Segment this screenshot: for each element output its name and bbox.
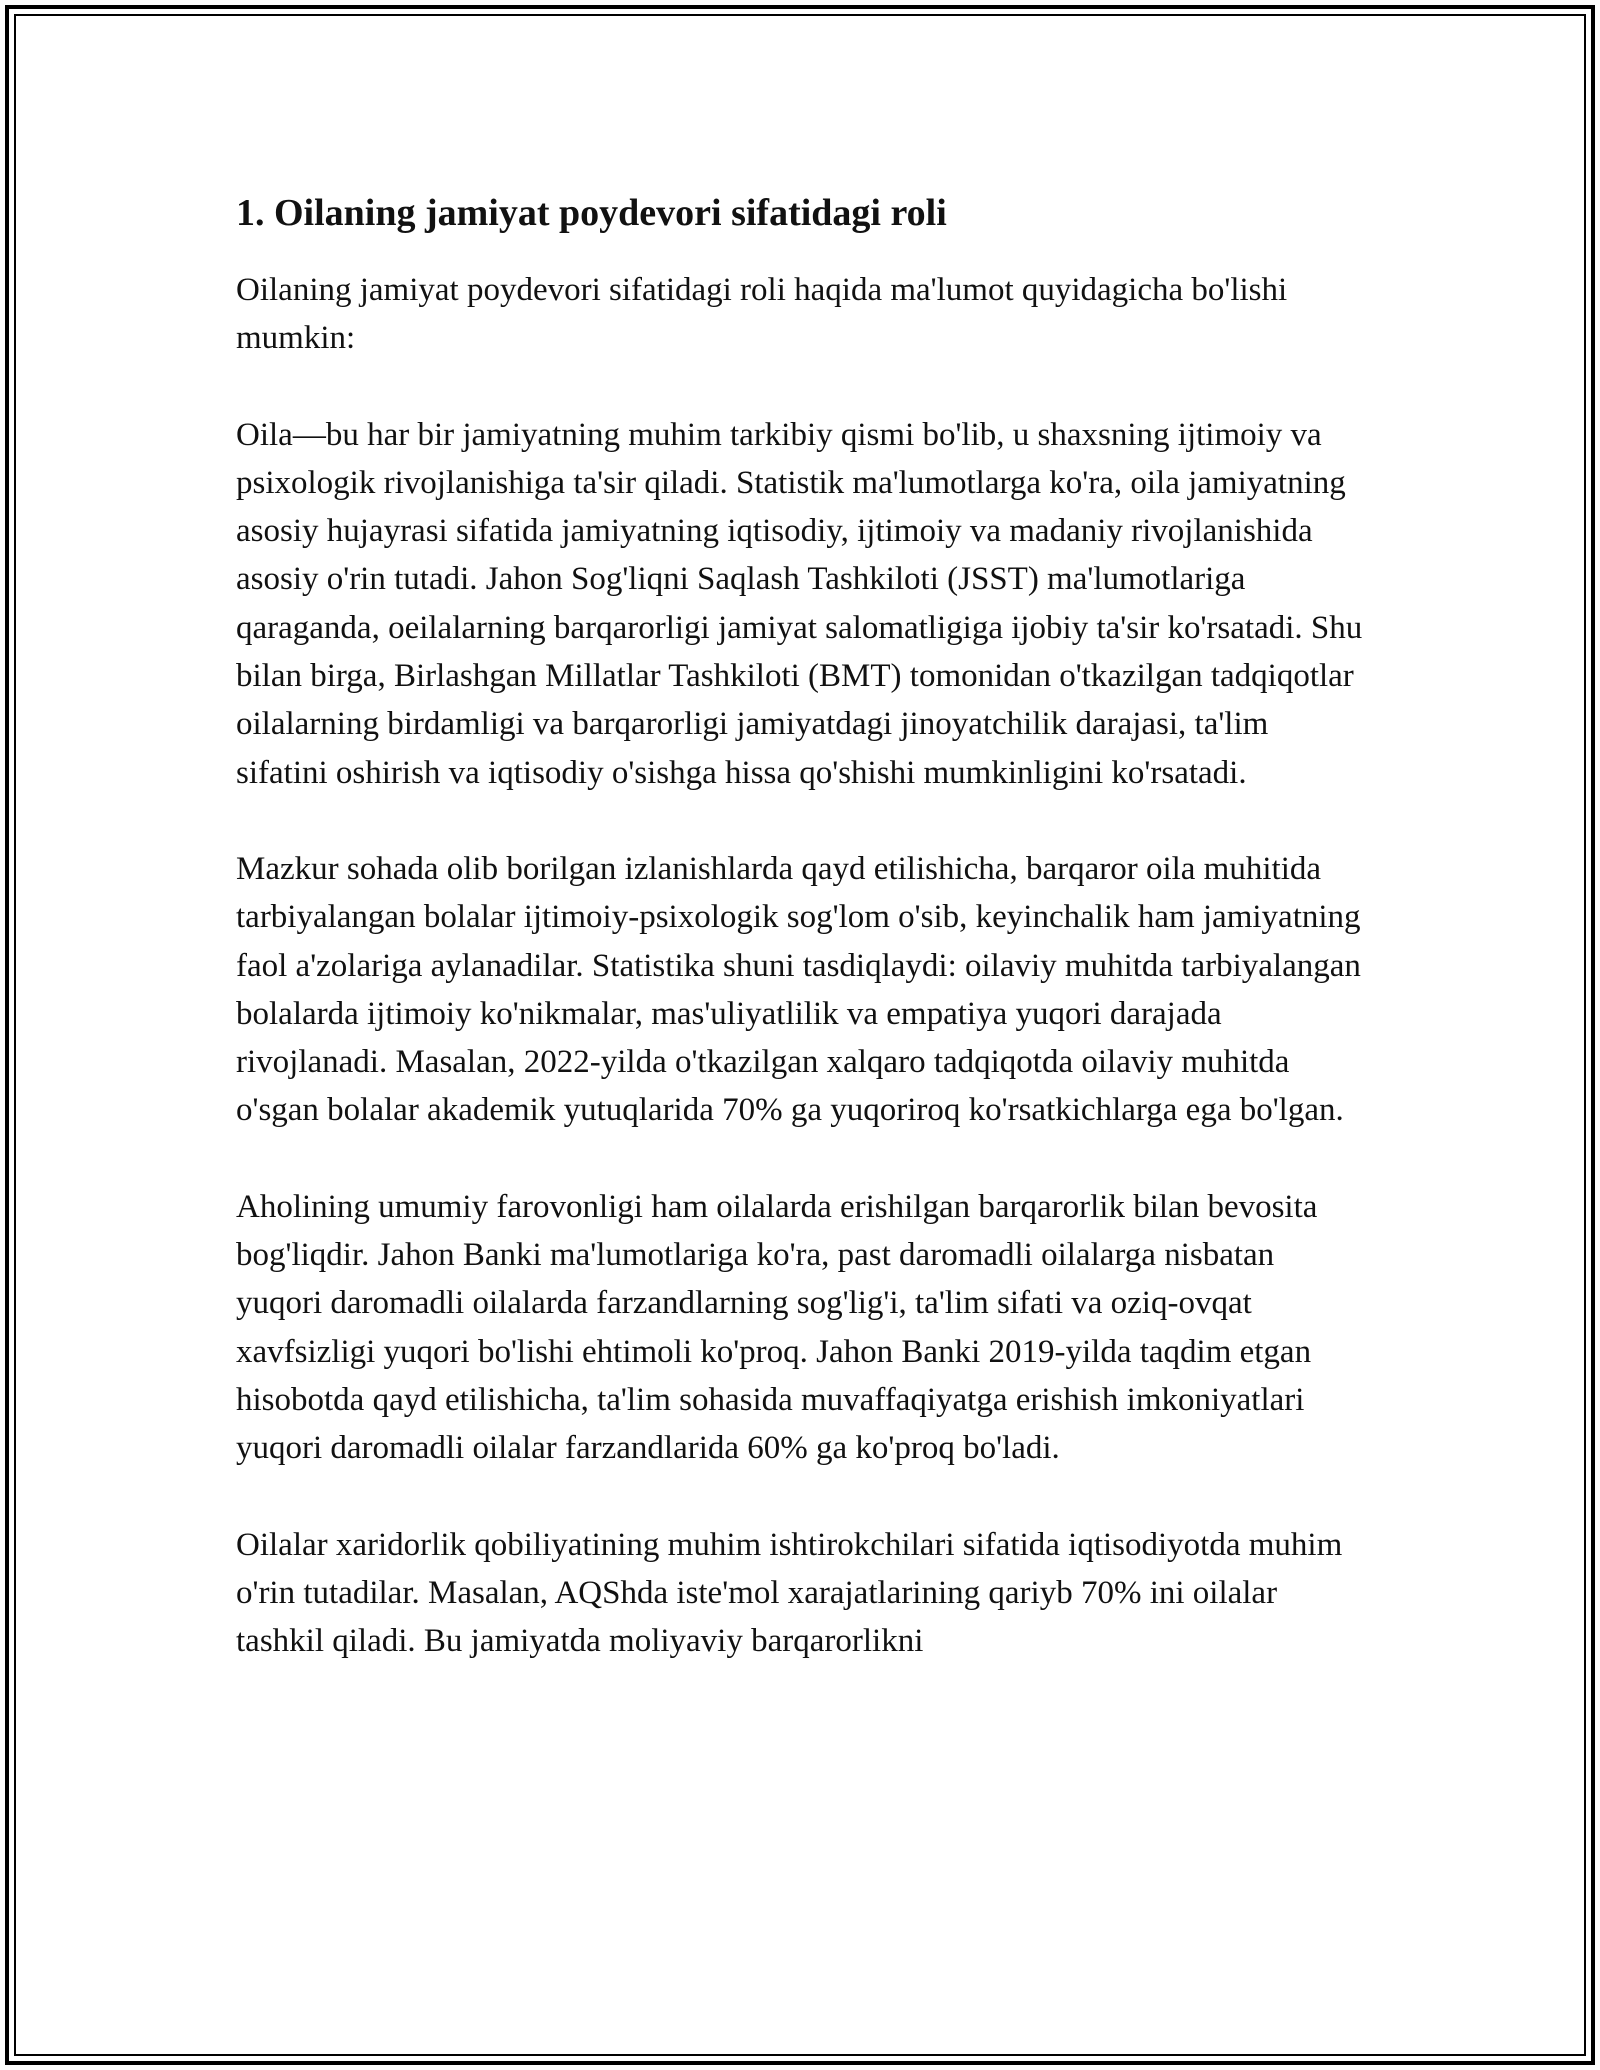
paragraph-family-role: Oila—bu har bir jamiyatning muhim tarkibiy qismi bo'lib, u shaxsning ijtimoiy va psixologik rivojlanishiga ta'sir qiladi. Statistik ma'lumotlarga ko'ra, oila jamiyatning asosiy hujayrasi sifatida jamiyatning iqtisodiy, ijtimoiy va madaniy rivojlanishida asosiy o'rin tutadi. Jahon Sog'liqni Saqlash Tashkiloti (JSST) ma'lumotlariga qaraganda, oeilalarning barqarorligi jamiyat salomatligiga ijobiy ta'sir ko'rsatadi. Shu bilan birga, Birlashgan Millatlar Tashkiloti (BMT) tomonidan o'tkazilgan tadqiqotlar oilalarning birdamligi va barqarorligi jamiyatdagi jinoyatchilik darajasi, ta'lim sifatini oshirish va iqtisodiy o'sishga hissa qo'shishi mumkinligini ko'rsatadi. [236,416,1363,791]
paragraph-research: Mazkur sohada olib borilgan izlanishlarda qayd etilishicha, barqaror oila muhitida tarbiyalangan bolalar ijtimoiy-psixologik sog'lom o'sib, keyinchalik ham jamiyatning faol a'zolariga aylanadilar. Statistika shuni tasdiqlaydi: oilaviy muhitda tarbiyalangan bolalarda ijtimoiy ko'nikmalar, mas'uliyatlilik va empatiya yuqori darajada rivojlanadi. Masalan, 2022-yilda o'tkazilgan xalqaro tadqiqotda oilaviy muhitda o'sgan bolalar akademik yutuqlarida 70% ga yuqoriroq ko'rsatkichlarga ega bo'lgan. [236,850,1361,1129]
paragraph-intro: Oilaning jamiyat poydevori sifatidagi roli haqida ma'lumot quyidagicha bo'lishi mumkin: [236,272,1288,357]
paragraph-economy: Oilalar xaridorlik qobiliyatining muhim ishtirokchilari sifatida iqtisodiyotda muhim o'rin tutadilar. Masalan, AQShda iste'mol xarajatlarining qariyb 70% ini oilalar tashkil qiladi. Bu jamiyatda moliyaviy barqarorlikni [236,1526,1343,1660]
section-heading: 1. Oilaning jamiyat poydevori sifatidagi roli [236,192,947,234]
paragraph-welfare: Aholining umumiy farovonligi ham oilalarda erishilgan barqarorlik bilan bevosita bog'liqdir. Jahon Banki ma'lumotlariga ko'ra, past daromadli oilalarga nisbatan yuqori daromadli oilalarda farzandlarning sog'lig'i, ta'lim sifati va oziq-ovqat xavfsizligi yuqori bo'lishi ehtimoli ko'proq. Jahon Banki 2019-yilda taqdim etgan hisobotda qayd etilishicha, ta'lim sohasida muvaffaqiyatga erishish imkoniyatlari yuqori daromadli oilalar farzandlarida 60% ga ko'proq bo'ladi. [236,1188,1318,1467]
document-body [236,188,1366,1713]
